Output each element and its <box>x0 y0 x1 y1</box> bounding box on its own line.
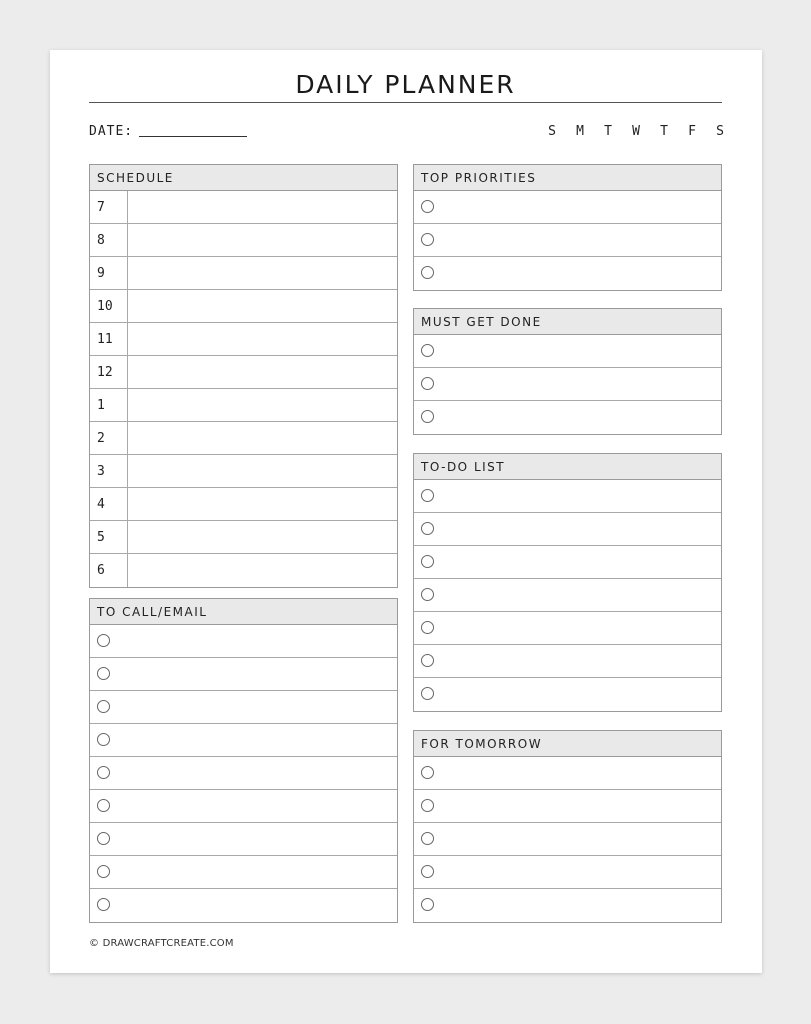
checkbox-circle-icon[interactable] <box>421 898 434 911</box>
todo-item[interactable] <box>414 513 721 546</box>
schedule-hour-label: 12 <box>90 356 128 388</box>
todo-item[interactable] <box>414 579 721 612</box>
checkbox-circle-icon[interactable] <box>97 898 110 911</box>
tomorrow-item[interactable] <box>414 823 721 856</box>
must-get-done-header: MUST GET DONE <box>414 309 721 335</box>
checkbox-circle-icon[interactable] <box>421 687 434 700</box>
weekday-sunday[interactable]: S <box>548 124 556 139</box>
todo-item[interactable] <box>414 546 721 579</box>
weekday-monday[interactable]: M <box>576 124 584 139</box>
checkbox-circle-icon[interactable] <box>421 200 434 213</box>
todo-item[interactable] <box>414 645 721 678</box>
schedule-row[interactable] <box>90 488 397 521</box>
weekday-wednesday[interactable]: W <box>632 124 640 139</box>
checkbox-circle-icon[interactable] <box>97 667 110 680</box>
schedule-row[interactable] <box>90 191 397 224</box>
call-item[interactable] <box>90 790 397 823</box>
checkbox-circle-icon[interactable] <box>421 799 434 812</box>
schedule-row[interactable] <box>90 521 397 554</box>
copyright-footer: © DRAWCRAFTCREATE.COM <box>89 938 234 949</box>
to-call-email-section <box>89 598 398 923</box>
call-item[interactable] <box>90 757 397 790</box>
schedule-hour-label: 9 <box>90 257 128 289</box>
schedule-row[interactable] <box>90 455 397 488</box>
checkbox-circle-icon[interactable] <box>421 865 434 878</box>
schedule-hour-label: 2 <box>90 422 128 454</box>
to-call-email-header: TO CALL/EMAIL <box>90 599 397 625</box>
schedule-row[interactable] <box>90 323 397 356</box>
must-do-item[interactable] <box>414 401 721 434</box>
checkbox-circle-icon[interactable] <box>421 266 434 279</box>
call-item[interactable] <box>90 856 397 889</box>
schedule-hour-label: 4 <box>90 488 128 520</box>
date-label: DATE: <box>89 124 134 139</box>
schedule-hour-label: 5 <box>90 521 128 553</box>
top-priorities-header: TOP PRIORITIES <box>414 165 721 191</box>
todo-list-section <box>413 453 722 712</box>
for-tomorrow-header: FOR TOMORROW <box>414 731 721 757</box>
checkbox-circle-icon[interactable] <box>97 733 110 746</box>
call-item[interactable] <box>90 658 397 691</box>
priority-item[interactable] <box>414 257 721 290</box>
tomorrow-item[interactable] <box>414 757 721 790</box>
checkbox-circle-icon[interactable] <box>421 410 434 423</box>
schedule-row[interactable] <box>90 422 397 455</box>
title-divider <box>89 102 722 103</box>
call-item[interactable] <box>90 691 397 724</box>
weekday-selector <box>540 124 730 142</box>
page-title: DAILY PLANNER <box>295 70 516 99</box>
checkbox-circle-icon[interactable] <box>421 344 434 357</box>
checkbox-circle-icon[interactable] <box>97 865 110 878</box>
checkbox-circle-icon[interactable] <box>97 766 110 779</box>
checkbox-circle-icon[interactable] <box>421 654 434 667</box>
checkbox-circle-icon[interactable] <box>97 799 110 812</box>
call-item[interactable] <box>90 625 397 658</box>
schedule-hour-label: 11 <box>90 323 128 355</box>
priority-item[interactable] <box>414 224 721 257</box>
weekday-thursday[interactable]: T <box>660 124 668 139</box>
for-tomorrow-section <box>413 730 722 923</box>
todo-item[interactable] <box>414 612 721 645</box>
weekday-tuesday[interactable]: T <box>604 124 612 139</box>
checkbox-circle-icon[interactable] <box>97 700 110 713</box>
must-get-done-section <box>413 308 722 435</box>
schedule-section <box>89 164 398 588</box>
checkbox-circle-icon[interactable] <box>97 832 110 845</box>
todo-item[interactable] <box>414 480 721 513</box>
checkbox-circle-icon[interactable] <box>421 588 434 601</box>
date-field-line[interactable] <box>139 136 247 137</box>
top-priorities-section <box>413 164 722 291</box>
tomorrow-item[interactable] <box>414 790 721 823</box>
schedule-row[interactable] <box>90 224 397 257</box>
schedule-row[interactable] <box>90 290 397 323</box>
checkbox-circle-icon[interactable] <box>97 634 110 647</box>
checkbox-circle-icon[interactable] <box>421 555 434 568</box>
schedule-row[interactable] <box>90 389 397 422</box>
tomorrow-item[interactable] <box>414 856 721 889</box>
weekday-friday[interactable]: F <box>688 124 696 139</box>
schedule-row[interactable] <box>90 257 397 290</box>
must-do-item[interactable] <box>414 368 721 401</box>
must-do-item[interactable] <box>414 335 721 368</box>
schedule-row[interactable] <box>90 554 397 587</box>
schedule-hour-label: 7 <box>90 191 128 223</box>
tomorrow-item[interactable] <box>414 889 721 922</box>
schedule-row[interactable] <box>90 356 397 389</box>
checkbox-circle-icon[interactable] <box>421 832 434 845</box>
schedule-header: SCHEDULE <box>90 165 397 191</box>
weekday-saturday[interactable]: S <box>716 124 724 139</box>
checkbox-circle-icon[interactable] <box>421 621 434 634</box>
call-item[interactable] <box>90 724 397 757</box>
schedule-hour-label: 1 <box>90 389 128 421</box>
call-item[interactable] <box>90 823 397 856</box>
checkbox-circle-icon[interactable] <box>421 377 434 390</box>
call-item[interactable] <box>90 889 397 922</box>
priority-item[interactable] <box>414 191 721 224</box>
checkbox-circle-icon[interactable] <box>421 766 434 779</box>
todo-list-header: TO-DO LIST <box>414 454 721 480</box>
checkbox-circle-icon[interactable] <box>421 233 434 246</box>
schedule-hour-label: 8 <box>90 224 128 256</box>
schedule-hour-label: 10 <box>90 290 128 322</box>
checkbox-circle-icon[interactable] <box>421 522 434 535</box>
checkbox-circle-icon[interactable] <box>421 489 434 502</box>
todo-item[interactable] <box>414 678 721 711</box>
schedule-hour-label: 3 <box>90 455 128 487</box>
schedule-hour-label: 6 <box>90 554 128 587</box>
